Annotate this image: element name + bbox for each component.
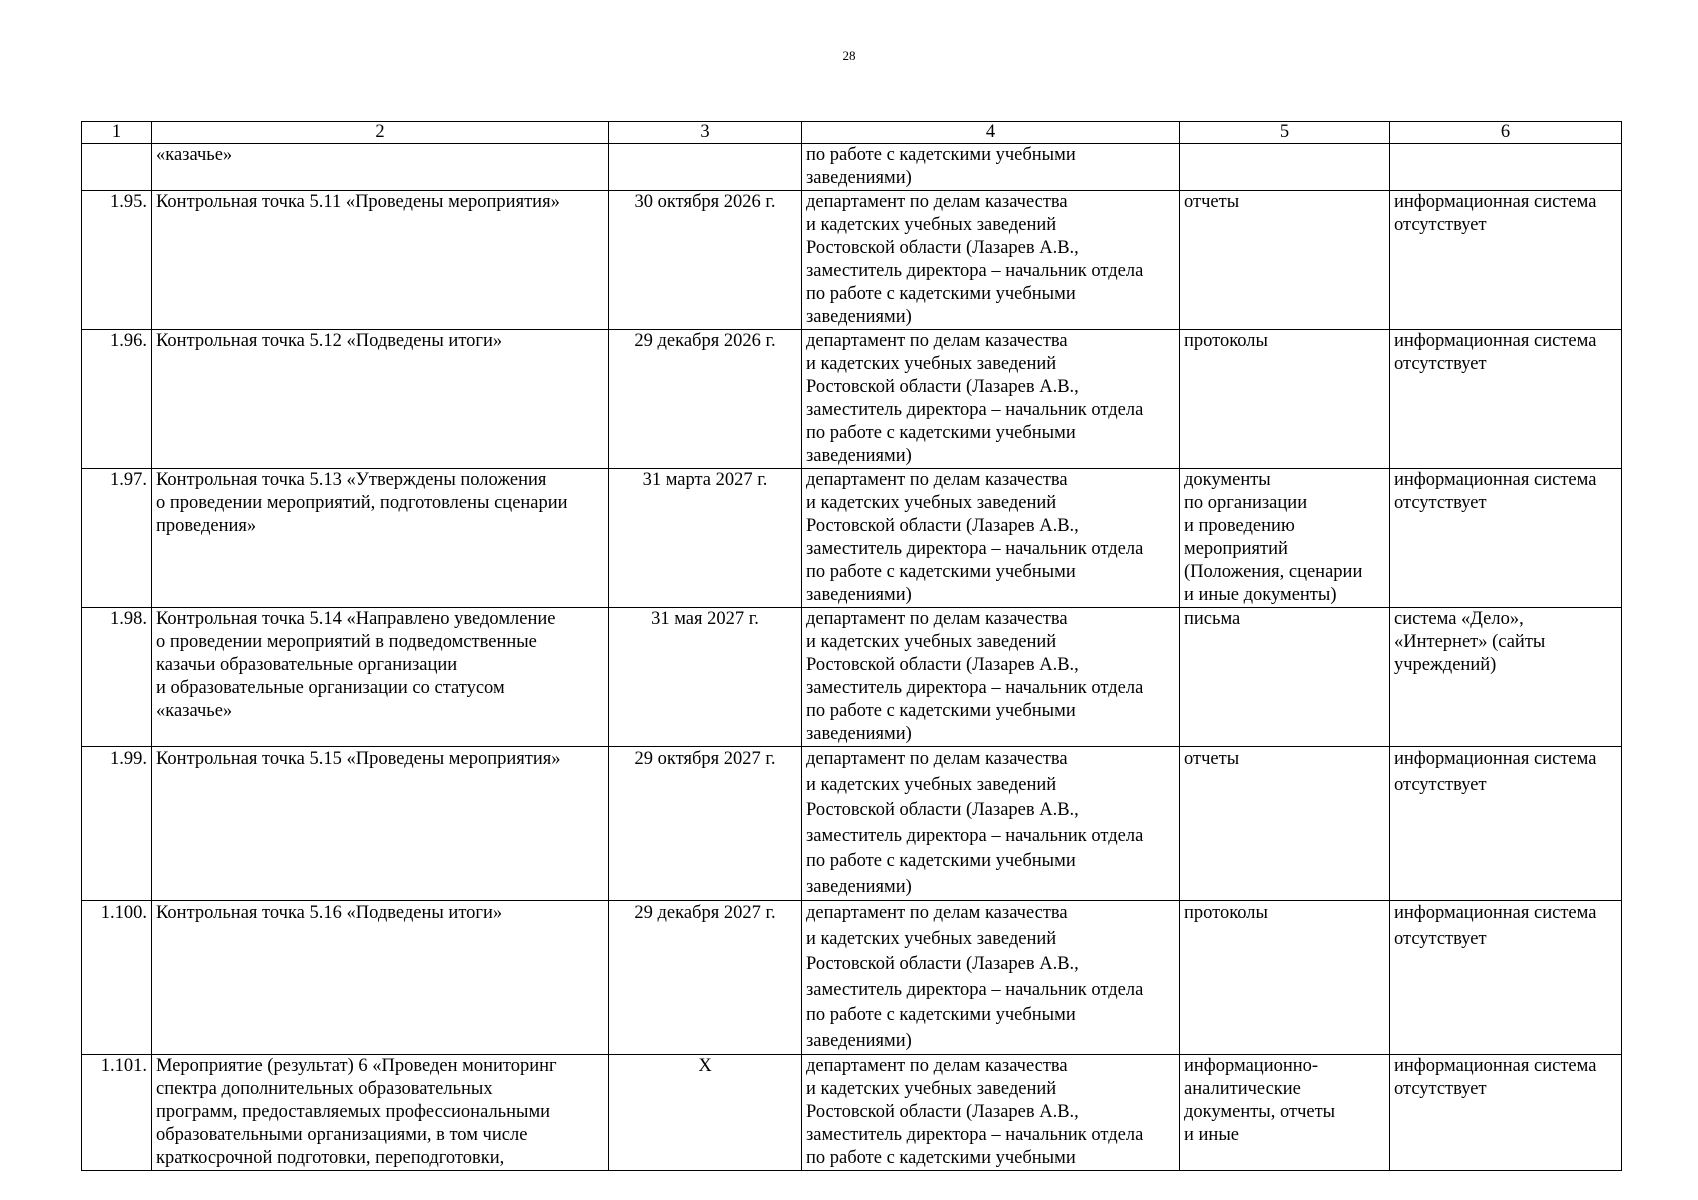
- row-system: информационная система отсутствует: [1390, 330, 1622, 469]
- row-name: Контрольная точка 5.14 «Направлено уведомление о проведении мероприятий в подведомственные казачьи образовательные организации и образовательные организации со статусом «казачье»: [152, 608, 609, 747]
- row-result: информационно- аналитические документы, отчеты и иные: [1180, 1055, 1390, 1171]
- row-date: X: [609, 1055, 802, 1171]
- row-number: 1.101.: [82, 1055, 152, 1171]
- plan-table: [81, 121, 1622, 1171]
- row-result: протоколы: [1180, 330, 1390, 469]
- row-system: информационная система отсутствует: [1390, 469, 1622, 608]
- table-row: [82, 330, 1622, 469]
- row-responsible: департамент по делам казачества и кадетских учебных заведений Ростовской области (Лазарев А.В., заместитель директора – начальник отдела по работе с кадетскими учебными заведениями): [802, 469, 1180, 608]
- column-header: 1: [82, 122, 152, 144]
- table-row: [82, 191, 1622, 330]
- row-number: 1.95.: [82, 191, 152, 330]
- table-header-row: [82, 122, 1622, 144]
- row-system: информационная система отсутствует: [1390, 901, 1622, 1055]
- row-date: [609, 144, 802, 191]
- row-number: 1.97.: [82, 469, 152, 608]
- row-responsible: департамент по делам казачества и кадетских учебных заведений Ростовской области (Лазарев А.В., заместитель директора – начальник отдела по работе с кадетскими учебными заведениями): [802, 608, 1180, 747]
- table-row: [82, 144, 1622, 191]
- row-date: 29 декабря 2027 г.: [609, 901, 802, 1055]
- row-result: отчеты: [1180, 191, 1390, 330]
- row-name: Контрольная точка 5.13 «Утверждены положения о проведении мероприятий, подготовлены сценарии проведения»: [152, 469, 609, 608]
- row-name: Мероприятие (результат) 6 «Проведен мониторинг спектра дополнительных образовательных программ, предоставляемых профессиональными образовательными организациями, в том числе краткосрочной подготовки, переподготовки,: [152, 1055, 609, 1171]
- column-header: 6: [1390, 122, 1622, 144]
- row-system: информационная система отсутствует: [1390, 747, 1622, 901]
- table-row: [82, 901, 1622, 1055]
- row-name: «казачье»: [152, 144, 609, 191]
- row-date: 31 мая 2027 г.: [609, 608, 802, 747]
- row-result: отчеты: [1180, 747, 1390, 901]
- row-number: 1.99.: [82, 747, 152, 901]
- row-responsible: по работе с кадетскими учебными заведениями): [802, 144, 1180, 191]
- row-responsible: департамент по делам казачества и кадетских учебных заведений Ростовской области (Лазарев А.В., заместитель директора – начальник отдела по работе с кадетскими учебными заведениями): [802, 747, 1180, 901]
- page-number: 28: [842, 48, 856, 63]
- row-number: 1.100.: [82, 901, 152, 1055]
- row-responsible: департамент по делам казачества и кадетских учебных заведений Ростовской области (Лазарев А.В., заместитель директора – начальник отдела по работе с кадетскими учебными заведениями): [802, 191, 1180, 330]
- column-header: 5: [1180, 122, 1390, 144]
- row-date: 29 октября 2027 г.: [609, 747, 802, 901]
- row-number: 1.98.: [82, 608, 152, 747]
- column-header: 4: [802, 122, 1180, 144]
- row-name: Контрольная точка 5.16 «Подведены итоги»: [152, 901, 609, 1055]
- table-row: [82, 1055, 1622, 1171]
- table-row: [82, 469, 1622, 608]
- row-result: протоколы: [1180, 901, 1390, 1055]
- row-number: [82, 144, 152, 191]
- row-date: 31 марта 2027 г.: [609, 469, 802, 608]
- column-header: 2: [152, 122, 609, 144]
- row-result: письма: [1180, 608, 1390, 747]
- row-responsible: департамент по делам казачества и кадетских учебных заведений Ростовской области (Лазарев А.В., заместитель директора – начальник отдела по работе с кадетскими учебными заведениями): [802, 330, 1180, 469]
- row-date: 30 октября 2026 г.: [609, 191, 802, 330]
- column-header: 3: [609, 122, 802, 144]
- row-name: Контрольная точка 5.11 «Проведены мероприятия»: [152, 191, 609, 330]
- row-system: система «Дело», «Интернет» (сайты учреждений): [1390, 608, 1622, 747]
- row-result: [1180, 144, 1390, 191]
- row-system: [1390, 144, 1622, 191]
- row-result: документы по организации и проведению мероприятий (Положения, сценарии и иные документы): [1180, 469, 1390, 608]
- row-date: 29 декабря 2026 г.: [609, 330, 802, 469]
- row-responsible: департамент по делам казачества и кадетских учебных заведений Ростовской области (Лазарев А.В., заместитель директора – начальник отдела по работе с кадетскими учебными заведениями): [802, 901, 1180, 1055]
- row-system: информационная система отсутствует: [1390, 191, 1622, 330]
- row-name: Контрольная точка 5.15 «Проведены мероприятия»: [152, 747, 609, 901]
- row-number: 1.96.: [82, 330, 152, 469]
- row-responsible: департамент по делам казачества и кадетских учебных заведений Ростовской области (Лазарев А.В., заместитель директора – начальник отдела по работе с кадетскими учебными: [802, 1055, 1180, 1171]
- row-system: информационная система отсутствует: [1390, 1055, 1622, 1171]
- table-row: [82, 747, 1622, 901]
- table-row: [82, 608, 1622, 747]
- row-name: Контрольная точка 5.12 «Подведены итоги»: [152, 330, 609, 469]
